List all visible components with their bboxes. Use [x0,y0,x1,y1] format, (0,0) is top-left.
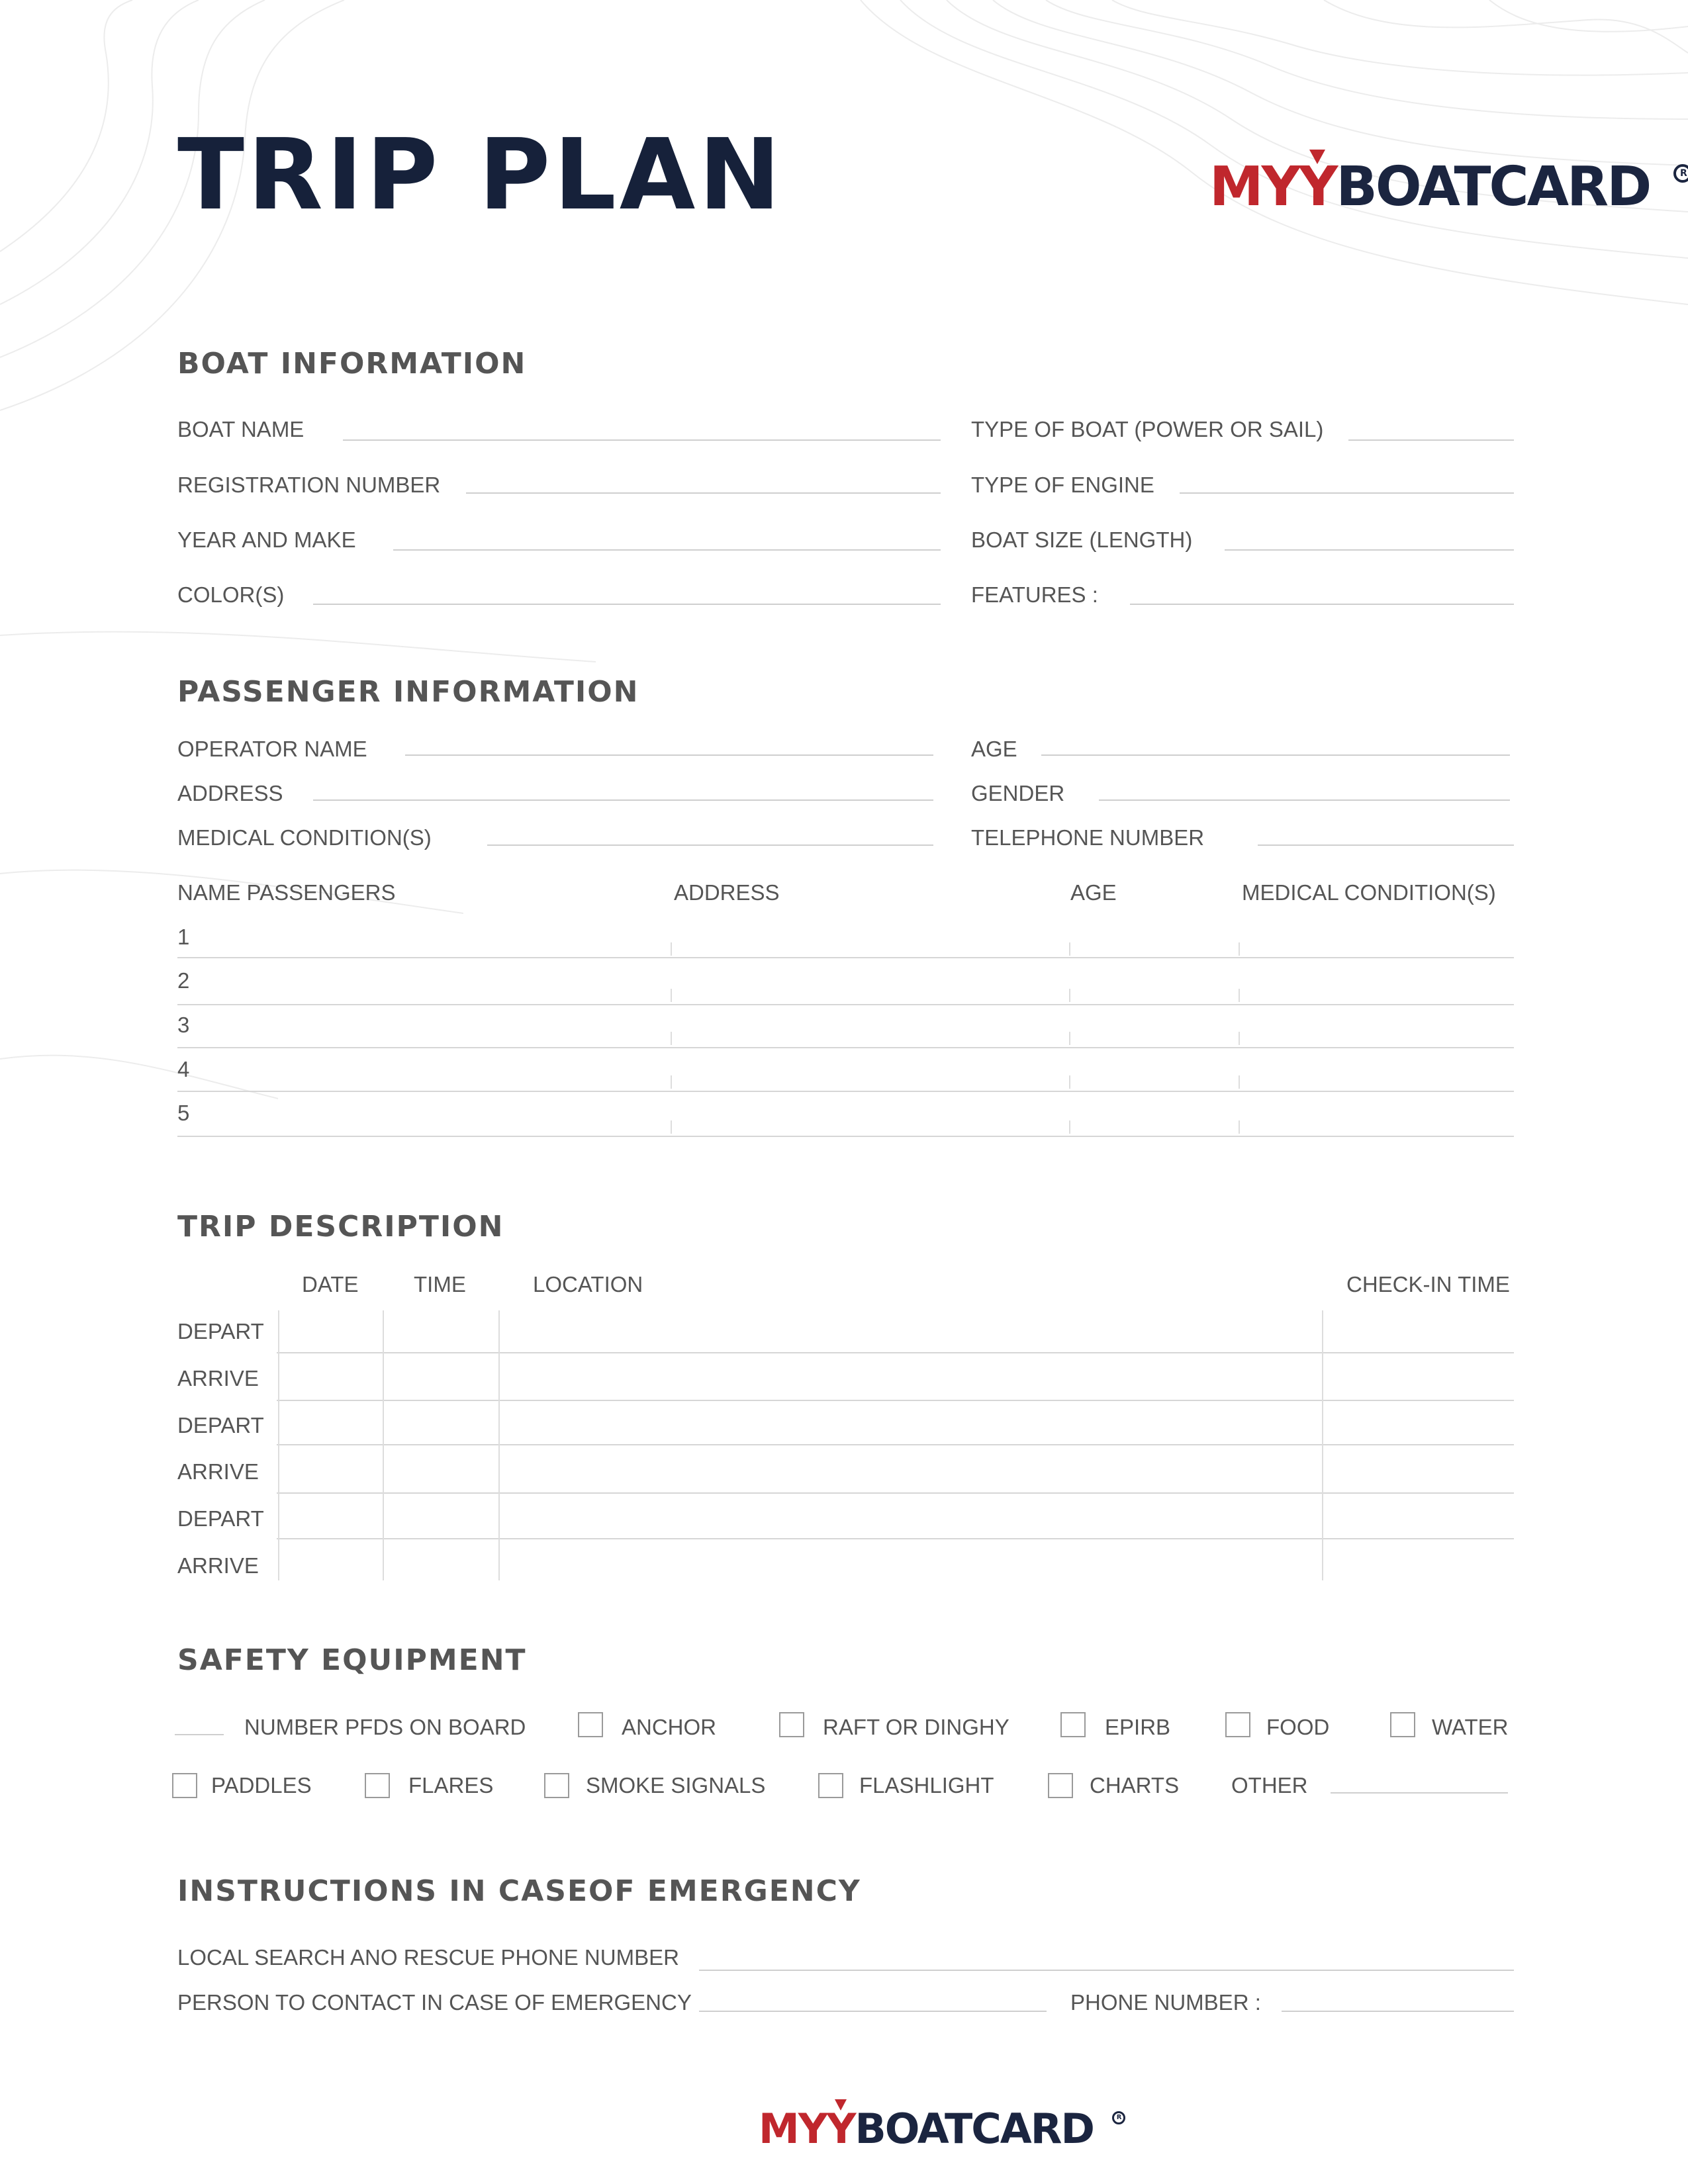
passenger-column-divider [1069,989,1070,1002]
label-food: FOOD [1266,1715,1330,1739]
passenger-row-line[interactable] [177,1004,1514,1005]
passenger-column-divider [1239,1032,1240,1045]
trip-row-label: DEPART [177,1506,264,1531]
passenger-column-divider [1069,1120,1070,1134]
checkbox-flashlight[interactable] [818,1773,843,1798]
passenger-row-number: 1 [177,925,190,949]
trip-row-line[interactable] [277,1352,1514,1353]
passenger-row-line[interactable] [177,1091,1514,1092]
label-anchor: ANCHOR [622,1715,717,1739]
passenger-table-header-age: AGE [1070,880,1117,905]
field-year-and-make[interactable] [393,549,941,551]
label-pfds-on-board: NUMBER PFDS ON BOARD [244,1715,526,1739]
checkbox-water[interactable] [1390,1712,1415,1737]
passenger-table-header-medical: MEDICAL CONDITION(S) [1242,880,1496,905]
label-type-of-engine: TYPE OF ENGINE [971,473,1154,497]
passenger-row-number: 4 [177,1057,190,1081]
label-smoke-signals: SMOKE SIGNALS [586,1773,766,1797]
passenger-column-divider [1069,942,1070,956]
passenger-column-divider [671,1120,672,1134]
passenger-column-divider [1239,942,1240,956]
label-other: OTHER [1231,1773,1308,1797]
section-heading-safety-equipment: SAFETY EQUIPMENT [177,1643,527,1677]
passenger-column-divider [671,942,672,956]
registered-trademark-icon: R [1673,164,1688,183]
label-operator-gender: GENDER [971,781,1065,805]
trip-row-label: DEPART [177,1413,264,1437]
checkbox-epirb[interactable] [1060,1712,1086,1737]
field-boat-name[interactable] [343,439,941,441]
section-heading-passenger-information: PASSENGER INFORMATION [177,675,639,709]
label-registration-number: REGISTRATION NUMBER [177,473,441,497]
passenger-column-divider [1069,1032,1070,1045]
trip-row-line[interactable] [277,1538,1514,1539]
label-telephone-number: TELEPHONE NUMBER [971,825,1205,850]
trip-row-label: ARRIVE [177,1459,259,1484]
label-charts: CHARTS [1090,1773,1180,1797]
field-type-of-engine[interactable] [1180,492,1514,494]
field-operator-name[interactable] [405,754,933,756]
passenger-row-line[interactable] [177,1136,1514,1137]
field-colors[interactable] [313,604,941,605]
passenger-column-divider [1239,1075,1240,1089]
field-boat-size[interactable] [1225,549,1514,551]
field-operator-gender[interactable] [1099,799,1510,801]
footer-logo-my: MY [759,2105,827,2153]
passenger-row-number: 5 [177,1101,190,1125]
passenger-row-line[interactable] [177,1047,1514,1048]
passenger-table-header-name: NAME PASSENGERS [177,880,396,905]
trip-row-line[interactable] [277,1492,1514,1494]
section-heading-trip-description: TRIP DESCRIPTION [177,1210,504,1244]
checkbox-food[interactable] [1225,1712,1250,1737]
trip-column-divider [1322,1310,1323,1580]
field-other[interactable] [1331,1792,1508,1794]
label-operator-medical: MEDICAL CONDITION(S) [177,825,432,850]
trip-row-label: DEPART [177,1319,264,1343]
section-heading-emergency: INSTRUCTIONS IN CASEOF EMERGENCY [177,1874,861,1908]
field-telephone-number[interactable] [1258,844,1514,846]
trip-row-label: ARRIVE [177,1366,259,1390]
passenger-column-divider [1239,989,1240,1002]
passenger-column-divider [1239,1120,1240,1134]
trip-row-line[interactable] [277,1444,1514,1445]
footer-brand-logo [759,2105,1125,2153]
label-flashlight: FLASHLIGHT [859,1773,994,1797]
trip-column-divider [278,1310,279,1580]
label-type-of-boat: TYPE OF BOAT (POWER OR SAIL) [971,417,1324,441]
label-operator-age: AGE [971,737,1017,761]
passenger-table-header-address: ADDRESS [674,880,780,905]
label-features: FEATURES : [971,582,1098,607]
field-pfd-count[interactable] [175,1734,224,1735]
trip-header-date: DATE [302,1272,359,1297]
brand-logo-y: Y [1298,156,1336,218]
trip-column-divider [498,1310,500,1580]
section-heading-boat-information: BOAT INFORMATION [177,347,527,381]
label-operator-name: OPERATOR NAME [177,737,367,761]
trip-row-line[interactable] [277,1400,1514,1401]
label-phone-number: PHONE NUMBER : [1070,1990,1261,2015]
label-year-and-make: YEAR AND MAKE [177,527,356,552]
checkbox-raft-or-dinghy[interactable] [779,1712,804,1737]
label-search-rescue-phone: LOCAL SEARCH ANO RESCUE PHONE NUMBER [177,1945,679,1970]
registered-trademark-icon: R [1112,2111,1125,2124]
checkbox-paddles[interactable] [172,1773,197,1798]
trip-row-label: ARRIVE [177,1553,259,1578]
label-epirb: EPIRB [1105,1715,1171,1739]
passenger-column-divider [671,1075,672,1089]
field-operator-medical[interactable] [487,844,933,846]
trip-header-check-in-time: CHECK-IN TIME [1346,1272,1510,1297]
label-paddles: PADDLES [211,1773,312,1797]
brand-logo-my: MY [1209,156,1299,218]
field-emergency-contact[interactable] [699,2011,1047,2012]
checkbox-anchor[interactable] [578,1712,603,1737]
label-emergency-contact: PERSON TO CONTACT IN CASE OF EMERGENCY [177,1990,692,2015]
passenger-column-divider [1069,1075,1070,1089]
label-colors: COLOR(S) [177,582,285,607]
field-operator-address[interactable] [313,799,933,801]
passenger-column-divider [671,1032,672,1045]
passenger-column-divider [671,989,672,1002]
label-water: WATER [1432,1715,1509,1739]
checkbox-flares[interactable] [365,1773,390,1798]
footer-logo-boatcard: BOATCARD [855,2105,1094,2153]
passenger-row-line[interactable] [177,957,1514,958]
passenger-row-number: 2 [177,968,190,993]
label-boat-size: BOAT SIZE (LENGTH) [971,527,1193,552]
trip-column-divider [383,1310,384,1580]
label-operator-address: ADDRESS [177,781,283,805]
brand-logo-boatcard: BOATCARD [1336,156,1650,218]
checkbox-smoke-signals[interactable] [544,1773,569,1798]
label-boat-name: BOAT NAME [177,417,305,441]
footer-logo-y: Y [826,2105,855,2153]
label-flares: FLARES [408,1773,494,1797]
trip-header-location: LOCATION [533,1272,643,1297]
field-type-of-boat[interactable] [1348,439,1514,441]
brand-logo [1209,156,1688,218]
field-phone-number[interactable] [1282,2011,1514,2012]
trip-header-time: TIME [414,1272,466,1297]
field-features[interactable] [1130,604,1514,605]
page-title: TRIP PLAN [177,118,784,232]
checkbox-charts[interactable] [1048,1773,1073,1798]
field-search-rescue-phone[interactable] [699,1970,1514,1971]
field-operator-age[interactable] [1041,754,1510,756]
label-raft-or-dinghy: RAFT OR DINGHY [823,1715,1009,1739]
field-registration-number[interactable] [466,492,941,494]
passenger-row-number: 3 [177,1013,190,1037]
